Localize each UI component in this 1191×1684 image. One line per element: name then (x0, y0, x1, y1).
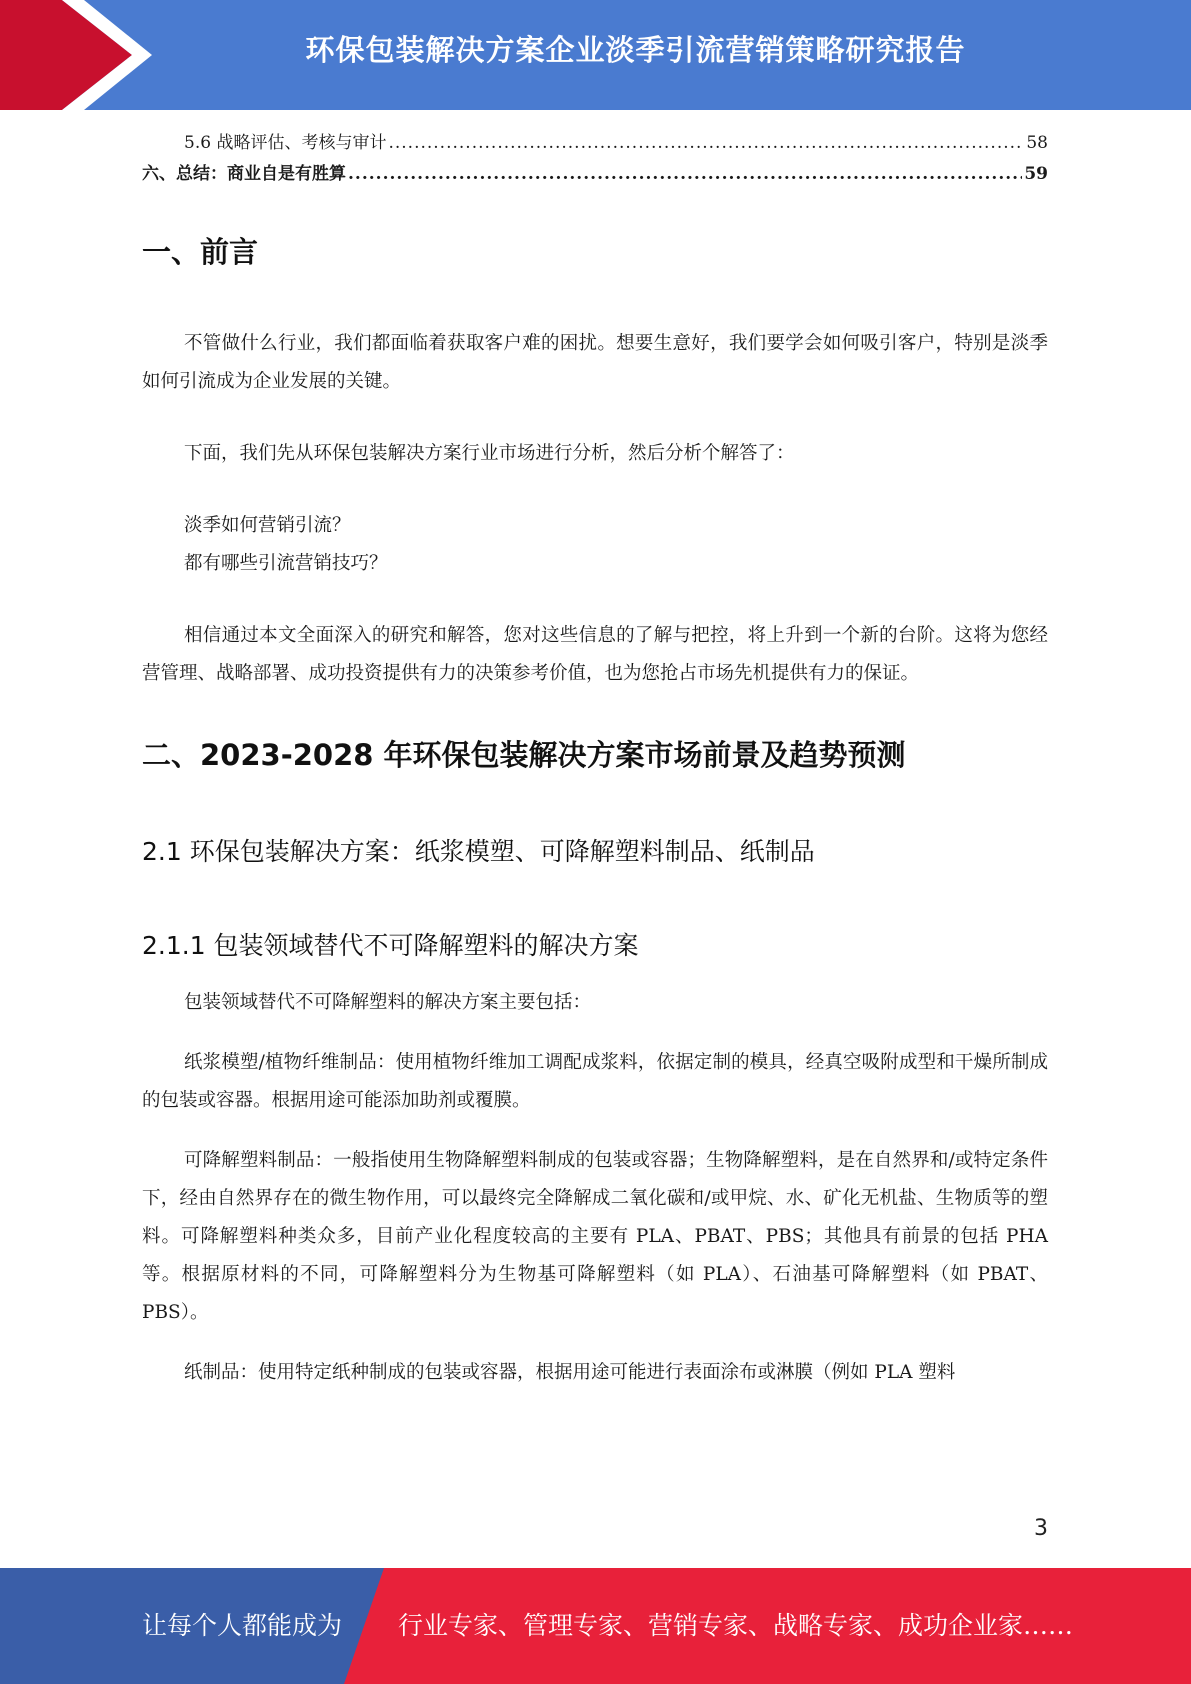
toc-entry-page: 58 (1026, 133, 1048, 153)
paragraph: 纸制品：使用特定纸种制成的包装或容器，根据用途可能进行表面涂布或淋膜（例如 PLA 塑料 (184, 1362, 956, 1383)
paragraph: 下面，我们先从环保包装解决方案行业市场进行分析，然后分析个解答了： (184, 443, 795, 464)
paragraph: 可降解塑料制品：一般指使用生物降解塑料制成的包装或容器；生物降解塑料，是在自然界和/或特定条件下，经由自然界存在的微生物作用，可以最终完全降解成二氧化碳和/或甲烷、水、矿化无机盐、生物质等的塑料。可降解塑料种类众多，目前产业化程度较高的主要有 PLA、PBAT、PBS；其他具有前景的包括 PHA 等。根据原材料的不同，可降解塑料分为生物基可降解塑料（如 PLA）、石油基可降解塑料（如 PBAT、PBS）。 (142, 1150, 1048, 1323)
document-body (142, 230, 1048, 1392)
footer-slogan-right: 行业专家、管理专家、营销专家、战略专家、成功企业家…… (398, 1611, 1074, 1640)
toc-entry-label: 5.6 战略评估、考核与审计 (184, 133, 387, 153)
toc-entry[interactable] (142, 128, 1048, 159)
toc-leader-dots (388, 133, 1024, 153)
page-number: 3 (1034, 1516, 1048, 1541)
question-item: 淡季如何营销引流？ (184, 515, 351, 536)
subsection-heading: 2.1 环保包装解决方案：纸浆模塑、可降解塑料制品、纸制品 (142, 837, 815, 866)
footer-slogan-left: 让每个人都能成为 (142, 1611, 343, 1640)
section-heading-preface: 一、前言 (142, 235, 259, 269)
toc-leader-dots (348, 164, 1022, 184)
header-banner (0, 0, 1191, 110)
toc-entry[interactable] (142, 159, 1048, 190)
paragraph: 不管做什么行业，我们都面临着获取客户难的困扰。想要生意好，我们要学会如何吸引客户，特别是淡季如何引流成为企业发展的关键。 (142, 333, 1048, 392)
section-heading-market: 二、2023-2028 年环保包装解决方案市场前景及趋势预测 (142, 738, 906, 772)
question-item: 都有哪些引流营销技巧？ (184, 553, 388, 574)
footer-banner (0, 1568, 1191, 1684)
paragraph: 包装领域替代不可降解塑料的解决方案主要包括： (184, 992, 592, 1013)
paragraph: 相信通过本文全面深入的研究和解答，您对这些信息的了解与把控，将上升到一个新的台阶。这将为您经营管理、战略部署、成功投资提供有力的决策参考价值，也为您抢占市场先机提供有力的保证。 (142, 625, 1048, 684)
toc-entry-page: 59 (1024, 164, 1048, 184)
table-of-contents (142, 128, 1048, 190)
subsection-heading: 2.1.1 包装领域替代不可降解塑料的解决方案 (142, 931, 639, 960)
paragraph: 纸浆模塑/植物纤维制品：使用植物纤维加工调配成浆料，依据定制的模具，经真空吸附成型和干燥所制成的包装或容器。根据用途可能添加助剂或覆膜。 (142, 1052, 1048, 1111)
report-title: 环保包装解决方案企业淡季引流营销策略研究报告 (305, 33, 966, 67)
toc-entry-label: 六、总结：商业自是有胜算 (142, 164, 346, 184)
